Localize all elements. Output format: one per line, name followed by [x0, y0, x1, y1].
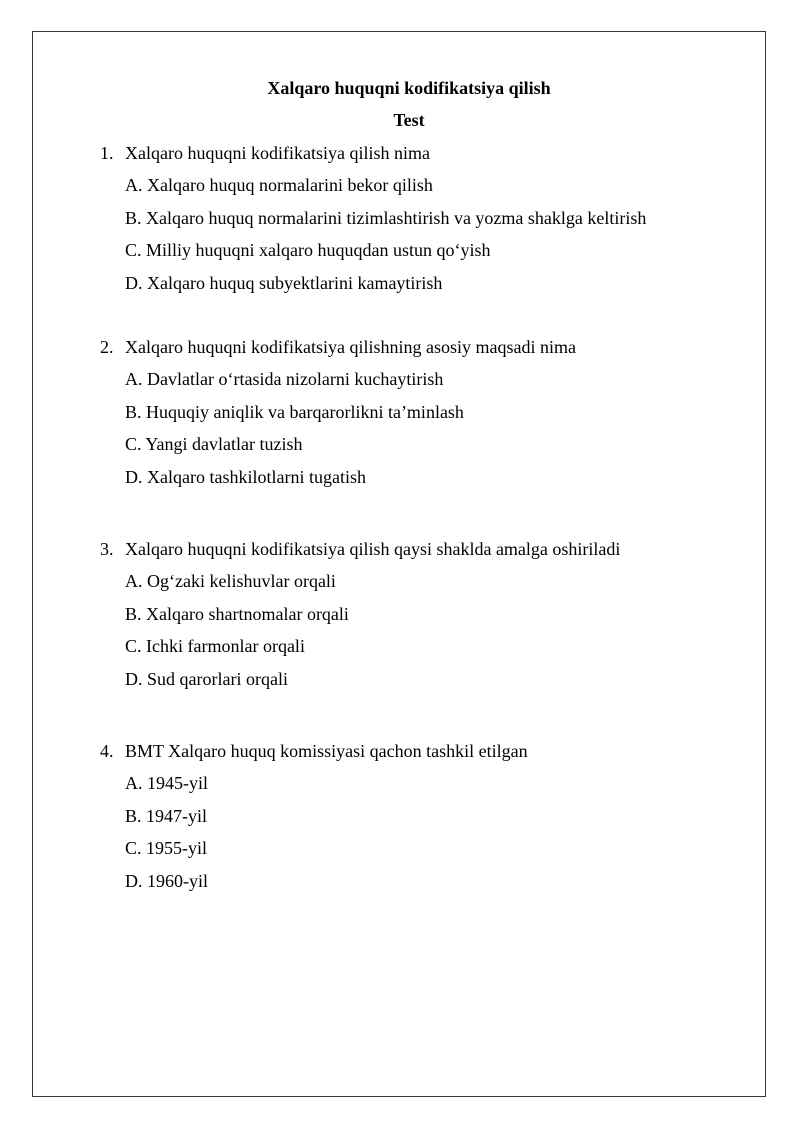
document-title: Xalqaro huquqni kodifikatsiya qilish [267, 78, 551, 98]
question-text [100, 538, 760, 570]
option-c: C. Ichki farmonlar orqali [125, 636, 305, 657]
question-text [100, 740, 760, 772]
question-text [100, 336, 760, 368]
question-number: 2. [100, 337, 114, 357]
option-a: A. Xalqaro huquq normalarini bekor qilish [125, 175, 433, 196]
option-b: B. Huquqiy aniqlik va barqarorlikni ta’minlash [125, 401, 464, 422]
option-d: D. Sud qarorlari orqali [125, 668, 288, 689]
option-c: C. Yangi davlatlar tuzish [125, 434, 303, 455]
option-d: D. 1960-yil [125, 870, 208, 891]
option-a: A. Davlatlar o‘rtasida nizolarni kuchaytirish [125, 369, 444, 390]
question-2 [100, 336, 760, 498]
question-3 [100, 538, 760, 700]
document-subtitle: Test [393, 110, 425, 130]
option-a: A. Og‘zaki kelishuvlar orqali [125, 571, 336, 592]
question-label: Xalqaro huquqni kodifikatsiya qilish qaysi shaklda amalga oshiriladi [125, 539, 621, 559]
option-a: A. 1945-yil [125, 773, 208, 794]
option-b: B. Xalqaro shartnomalar orqali [125, 603, 349, 624]
question-text [100, 142, 760, 174]
question-number: 1. [100, 143, 114, 163]
option-d: D. Xalqaro huquq subyektlarini kamaytirish [125, 272, 443, 293]
question-1 [100, 142, 760, 304]
question-4 [100, 740, 760, 902]
option-b: B. Xalqaro huquq normalarini tizimlashtirish va yozma shaklga keltirish [125, 207, 647, 228]
question-number: 3. [100, 539, 114, 559]
question-label: Xalqaro huquqni kodifikatsiya qilishning asosiy maqsadi nima [125, 337, 576, 357]
option-c: C. Milliy huquqni xalqaro huquqdan ustun qo‘yish [125, 240, 491, 261]
option-b: B. 1947-yil [125, 805, 208, 826]
option-d: D. Xalqaro tashkilotlarni tugatish [125, 466, 366, 487]
question-label: Xalqaro huquqni kodifikatsiya qilish nima [125, 143, 430, 163]
question-label: BMT Xalqaro huquq komissiyasi qachon tashkil etilgan [125, 741, 528, 761]
option-c: C. 1955-yil [125, 838, 208, 859]
question-number: 4. [100, 741, 114, 761]
